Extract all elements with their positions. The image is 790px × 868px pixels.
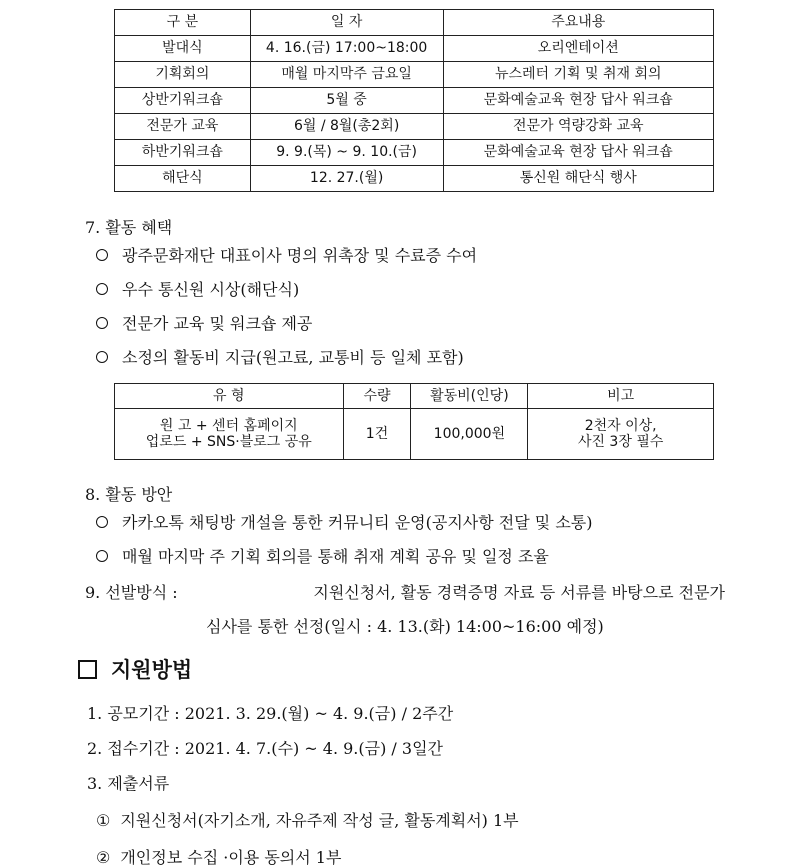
table-cell: 매월 마지막주 금요일 [250,62,443,88]
note-cell [528,409,714,460]
selection-text-line2: 심사를 통한 선정(일시 : 4. 13.(화) 14:00~16:00 예정) [206,617,604,636]
list-item [96,311,312,334]
table-cell: 기획회의 [115,62,251,88]
table-cell: 전문가 교육 [115,114,251,140]
table-header-row [115,10,714,36]
selection-text-line1: 지원신청서, 활동 경력증명 자료 등 서류를 바탕으로 전문가 [313,583,725,602]
bullet-text: 매월 마지막 주 기획 회의를 통해 취재 계획 공유 및 일정 조율 [122,547,549,566]
square-box-icon [78,660,97,679]
apply-section-title [78,654,192,684]
circle-bullet-icon [96,550,108,562]
circle-bullet-icon [96,516,108,528]
table-cell: 발대식 [115,36,251,62]
circle-bullet-icon [96,283,108,295]
document-text: 개인정보 수집 ·이용 동의서 1부 [120,848,342,867]
table-cell: 4. 16.(금) 17:00~18:00 [250,36,443,62]
header-cell: 비고 [528,384,714,409]
table-row [115,88,714,114]
type-cell [115,409,344,460]
table-row [115,166,714,192]
table-cell: 통신원 해단식 행사 [443,166,713,192]
bullet-text: 광주문화재단 대표이사 명의 위촉장 및 수료증 수여 [122,246,478,265]
application-period: 2. 접수기간 : 2021. 4. 7.(수) ~ 4. 9.(금) / 3일간 [87,739,443,758]
quantity-cell: 1건 [343,409,411,460]
section-7-heading: 7. 활동 혜택 [85,218,173,237]
table-row [115,114,714,140]
table-cell: 하반기워크숍 [115,140,251,166]
section-8-heading: 8. 활동 방안 [85,485,173,504]
bullet-text: 전문가 교육 및 워크숍 제공 [122,314,313,333]
table-row [115,140,714,166]
note-line: 사진 3장 필수 [577,434,664,450]
table-cell: 9. 9.(목) ~ 9. 10.(금) [250,140,443,166]
header-cell: 구 분 [115,10,251,36]
bullet-text: 소정의 활동비 지급(원고료, 교통비 등 일체 포함) [122,348,464,367]
document-text: 지원신청서(자기소개, 자유주제 작성 글, 활동계획서) 1부 [120,811,519,830]
header-cell: 유 형 [115,384,344,409]
circle-bullet-icon [96,317,108,329]
table-cell: 12. 27.(월) [250,166,443,192]
list-item [96,243,477,266]
table-cell: 6월 / 8월(총2회) [250,114,443,140]
table-header-row [115,384,714,409]
header-cell: 주요내용 [443,10,713,36]
table-row [115,36,714,62]
document-item [96,808,519,831]
section-title-text: 지원방법 [111,658,193,682]
item-number: ① [96,811,111,830]
selection-method [85,580,725,637]
circle-bullet-icon [96,249,108,261]
header-cell: 수량 [343,384,411,409]
bullet-text: 우수 통신원 시상(해단식) [122,280,300,299]
bullet-text: 카카오톡 채팅방 개설을 통한 커뮤니티 운영(공지사항 전달 및 소통) [122,513,593,532]
schedule-table [114,9,714,192]
table-cell: 뉴스레터 기획 및 취재 회의 [443,62,713,88]
fee-cell: 100,000원 [411,409,528,460]
circle-bullet-icon [96,351,108,363]
required-documents-heading: 3. 제출서류 [87,774,170,793]
table-cell: 전문가 역량강화 교육 [443,114,713,140]
activity-fee-table [114,383,714,460]
header-cell: 활동비(인당) [411,384,528,409]
list-item [96,510,593,533]
table-cell: 상반기워크숍 [115,88,251,114]
table-cell: 오리엔테이션 [443,36,713,62]
type-line: 업로드 + SNS·블로그 공유 [145,434,312,450]
list-item [96,544,549,567]
list-item [96,277,299,300]
table-cell: 5월 중 [250,88,443,114]
selection-label: 9. 선발방식 : [85,583,178,602]
table-cell: 해단식 [115,166,251,192]
note-line: 2천자 이상, [584,417,657,434]
table-cell: 문화예술교육 현장 답사 워크숍 [443,140,713,166]
table-row [115,62,714,88]
list-item [96,345,464,368]
item-number: ② [96,848,111,867]
table-row [115,409,714,460]
table-cell: 문화예술교육 현장 답사 워크숍 [443,88,713,114]
type-line: 원 고 + 센터 홈페이지 [159,417,298,434]
recruitment-period: 1. 공모기간 : 2021. 3. 29.(월) ~ 4. 9.(금) / 2주간 [87,704,454,723]
document-item [96,845,341,868]
header-cell: 일 자 [250,10,443,36]
